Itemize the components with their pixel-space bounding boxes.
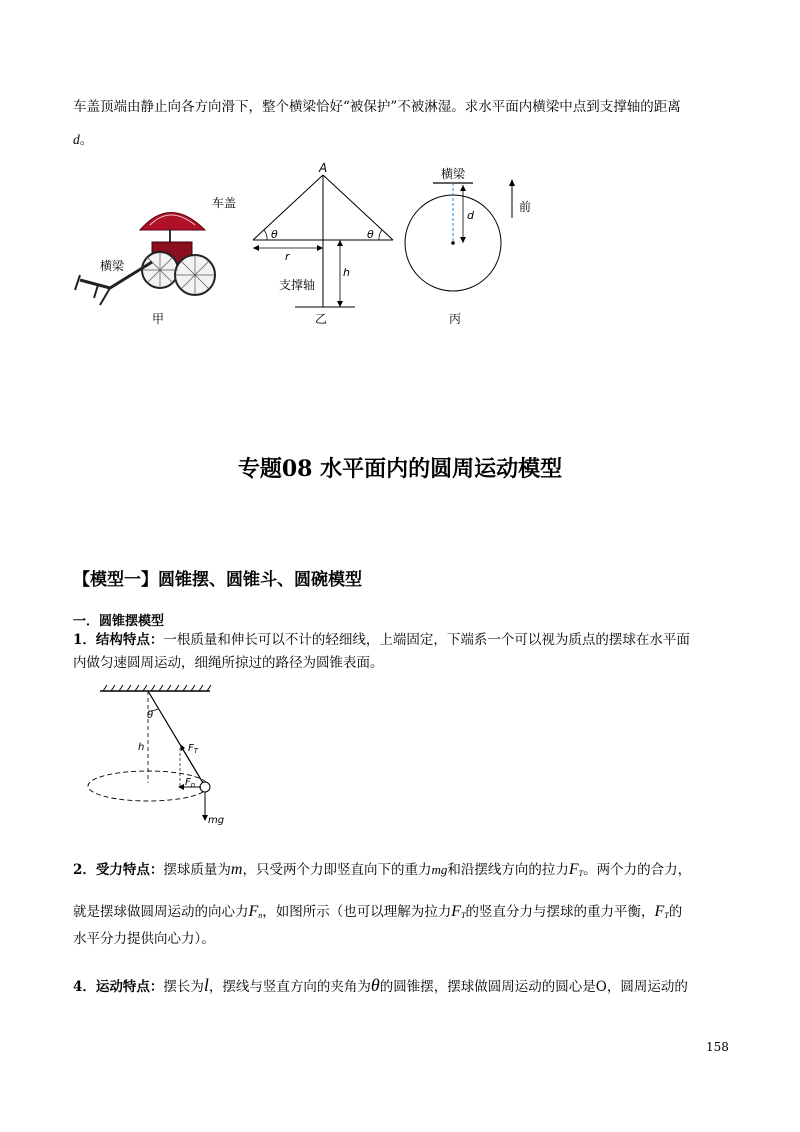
label-theta-left: θ [271, 228, 278, 241]
var-mg: mg [431, 862, 448, 877]
bob [200, 782, 210, 792]
page-title: 专题08 水平面内的圆周运动模型 [237, 456, 563, 482]
p4-t3: 的圆锥摆，摆球做圆周运动的圆心是 [379, 979, 596, 995]
label-d: d [467, 209, 474, 222]
p4-lead: 运动特点： [95, 979, 164, 995]
p2-t2: ，只受两个力即竖直向下的重力 [242, 862, 432, 878]
p2-t7: 的竖直分力与摆球的重力平衡， [465, 904, 655, 920]
label-beam-top: 横梁 [441, 167, 466, 181]
slope-right [323, 175, 393, 240]
label-theta: θ [147, 710, 154, 721]
caption-bing: 丙 [449, 312, 462, 326]
p4-line-1 [73, 975, 688, 997]
p2-t1: 摆球质量为 [163, 862, 231, 878]
var-m: m [230, 861, 243, 878]
p2-t6: ，如图所示（也可以理解为拉力 [262, 904, 452, 920]
label-r: r [285, 250, 290, 263]
p2-line-1 [73, 860, 691, 884]
var-ft-3: $F_T$ [654, 903, 669, 920]
var-theta: θ [370, 975, 380, 995]
label-h: h [343, 266, 350, 279]
label-theta-right: θ [367, 228, 374, 241]
label-front: 前 [519, 200, 532, 214]
var-o: O [595, 979, 607, 995]
rickshaw-figure [70, 180, 245, 330]
slope-left [253, 175, 323, 240]
intro-line-1: 车盖顶端由静止向各方向滑下，整个横梁恰好“被保护”不被淋湿。求水平面内横梁中点到支撑轴的距离 [73, 99, 681, 115]
var-ft-2: $F_T$ [451, 903, 466, 920]
triangle-figure [245, 160, 405, 330]
p1-line-1 [73, 630, 690, 650]
label-axis: 支撑轴 [279, 278, 316, 292]
p2-lead: 受力特点： [95, 862, 164, 878]
var-d: d [73, 132, 80, 147]
caption-yi: 乙 [315, 312, 328, 326]
label-mg: mg [208, 815, 225, 826]
p4-num: 4． [73, 979, 96, 995]
page-number: 158 [706, 1040, 729, 1054]
p1-num: 1． [73, 632, 96, 648]
label-beam: 横梁 [100, 259, 125, 273]
circle-figure [400, 163, 540, 330]
conical-pendulum-figure [85, 683, 235, 828]
p2-num: 2． [73, 862, 96, 878]
label-A: A [319, 161, 328, 175]
label-fn: $F_n$ [185, 777, 196, 789]
label-cover: 车盖 [212, 196, 237, 210]
var-l: l [203, 975, 209, 995]
p2-t5: 就是摆球做圆周运动的向心力 [73, 904, 249, 920]
p4-t1: 摆长为 [163, 979, 204, 995]
p1-lead: 结构特点： [95, 632, 164, 648]
p2-line-2 [73, 902, 682, 926]
p4-t4: ，圆周运动的 [606, 979, 688, 995]
p2-t3: 和沿摆线方向的拉力 [447, 862, 569, 878]
intro-line-2 [73, 130, 93, 150]
p1-text-1: 一根质量和伸长可以不计的轻细线，上端固定，下端系一个可以视为质点的摆球在水平面 [163, 632, 690, 648]
p2-t4: 。两个力的合力， [583, 862, 692, 878]
var-ft: $F_T$ [568, 861, 584, 878]
p2-t8: 的 [668, 904, 683, 920]
section-heading: 【模型一】圆锥摆、圆锥斗、圆碗模型 [73, 570, 362, 590]
var-fn: $F_n$ [248, 903, 263, 920]
caption-jia: 甲 [152, 312, 165, 326]
label-ft: $F_T$ [188, 743, 199, 755]
p1-line-2: 内做匀速圆周运动，细绳所掠过的路径为圆锥表面。 [73, 655, 384, 671]
p2-line-3: 水平分力提供向心力）。 [73, 931, 215, 947]
label-h: h [138, 742, 145, 753]
subsection-heading: 一．圆锥摆模型 [73, 614, 165, 629]
p4-t2: ，摆线与竖直方向的夹角为 [208, 979, 371, 995]
period: 。 [79, 132, 94, 148]
